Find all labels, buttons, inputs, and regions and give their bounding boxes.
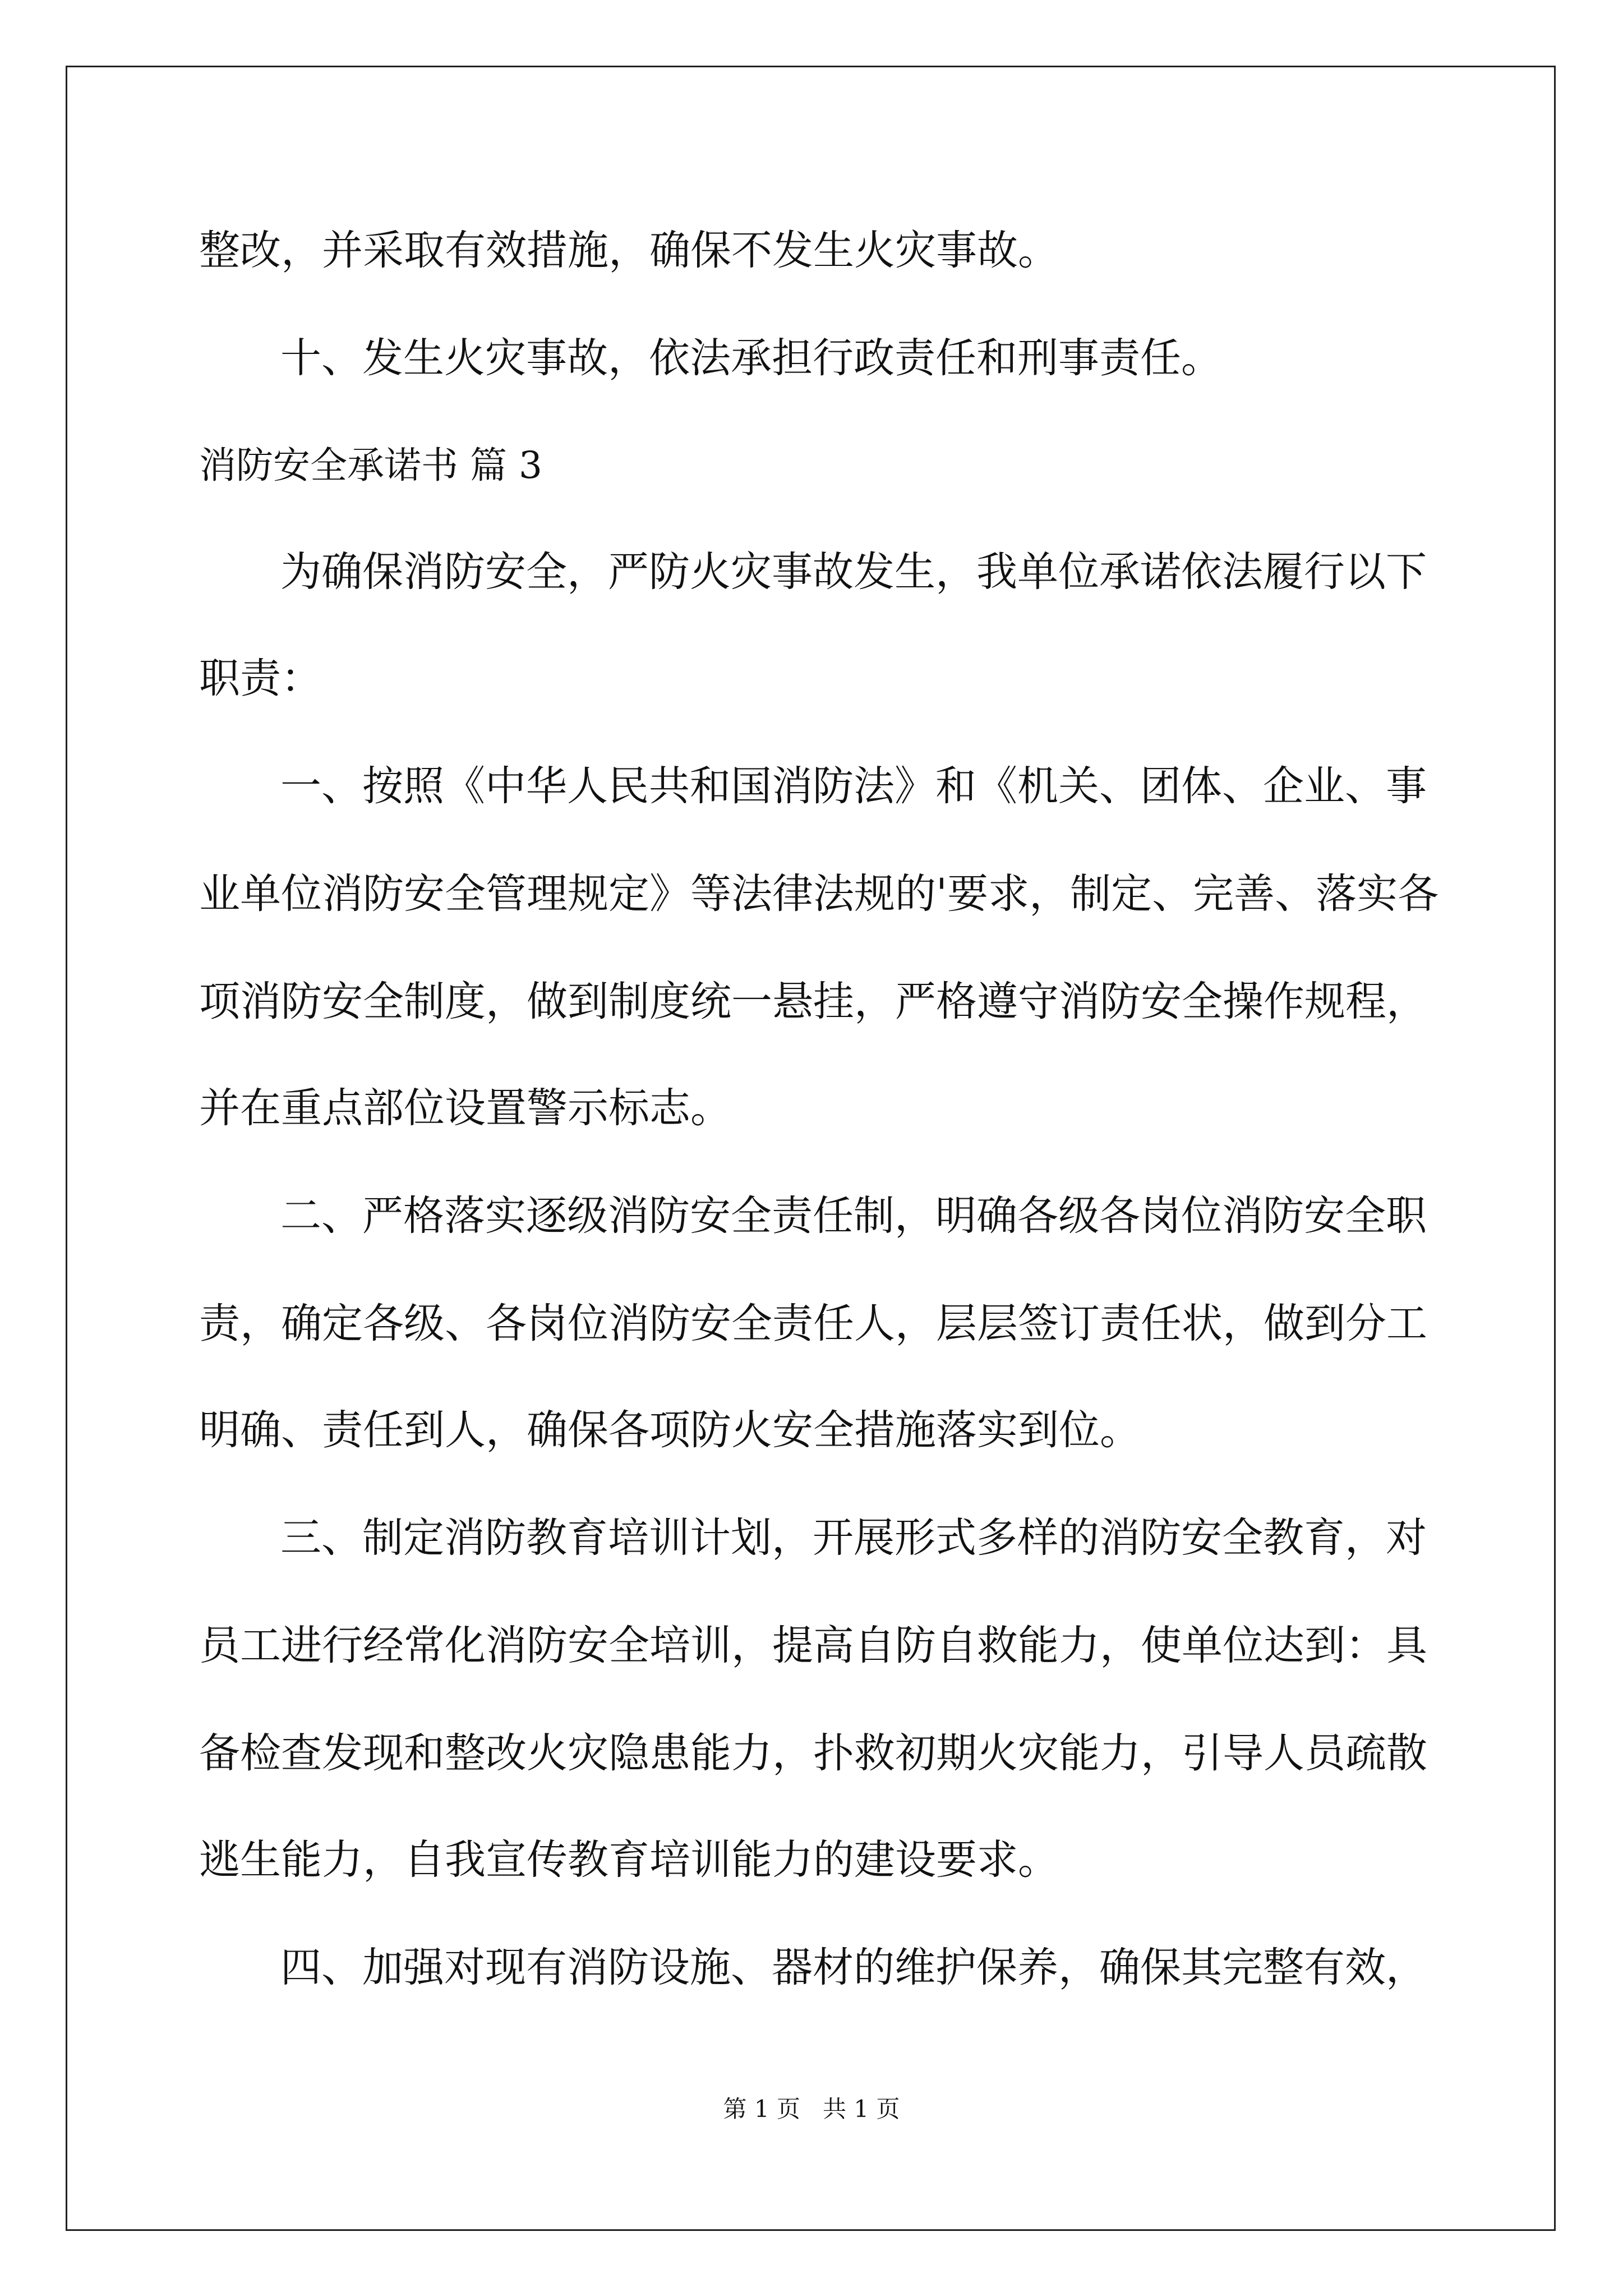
text-line: 二、严格落实逐级消防安全责任制，明确各级各岗位消防安全职 <box>280 1192 1427 1240</box>
text-line: 整改，并采取有效措施，确保不发生火灾事故。 <box>199 227 1059 274</box>
text-line: 一、按照《中华人民共和国消防法》和《机关、团体、企业、事 <box>280 762 1427 810</box>
text-line: 备检查发现和整改火灾隐患能力，扑救初期火灾能力，引导人员疏散 <box>199 1729 1427 1777</box>
page-footer: 第 1 页 共 1 页 <box>723 2095 900 2123</box>
text-line: 四、加强对现有消防设施、器材的维护保养，确保其完整有效， <box>280 1944 1427 1991</box>
text-line: 项消防安全制度，做到制度统一悬挂，严格遵守消防安全操作规程， <box>199 978 1427 1025</box>
page-border <box>66 66 1556 2231</box>
text-line: 逃生能力，自我宣传教育培训能力的建设要求。 <box>199 1836 1059 1884</box>
text-line: 十、发生火灾事故，依法承担行政责任和刑事责任。 <box>280 334 1222 382</box>
text-line: 员工进行经常化消防安全培训，提高自防自救能力，使单位达到：具 <box>199 1622 1427 1669</box>
text-line: 三、制定消防教育培训计划，开展形式多样的消防安全教育，对 <box>280 1514 1427 1562</box>
text-line: 责，确定各级、各岗位消防安全责任人，层层签订责任状，做到分工 <box>199 1300 1427 1347</box>
text-line: 职责： <box>199 655 322 702</box>
section-heading: 消防安全承诺书 篇 3 <box>199 444 542 487</box>
text-line: 业单位消防安全管理规定》等法律法规的'要求，制定、完善、落实各 <box>199 870 1439 918</box>
text-line: 为确保消防安全，严防火灾事故发生，我单位承诺依法履行以下 <box>280 548 1427 596</box>
text-line: 并在重点部位设置警示标志。 <box>199 1084 731 1132</box>
text-line: 明确、责任到人，确保各项防火安全措施落实到位。 <box>199 1406 1141 1454</box>
